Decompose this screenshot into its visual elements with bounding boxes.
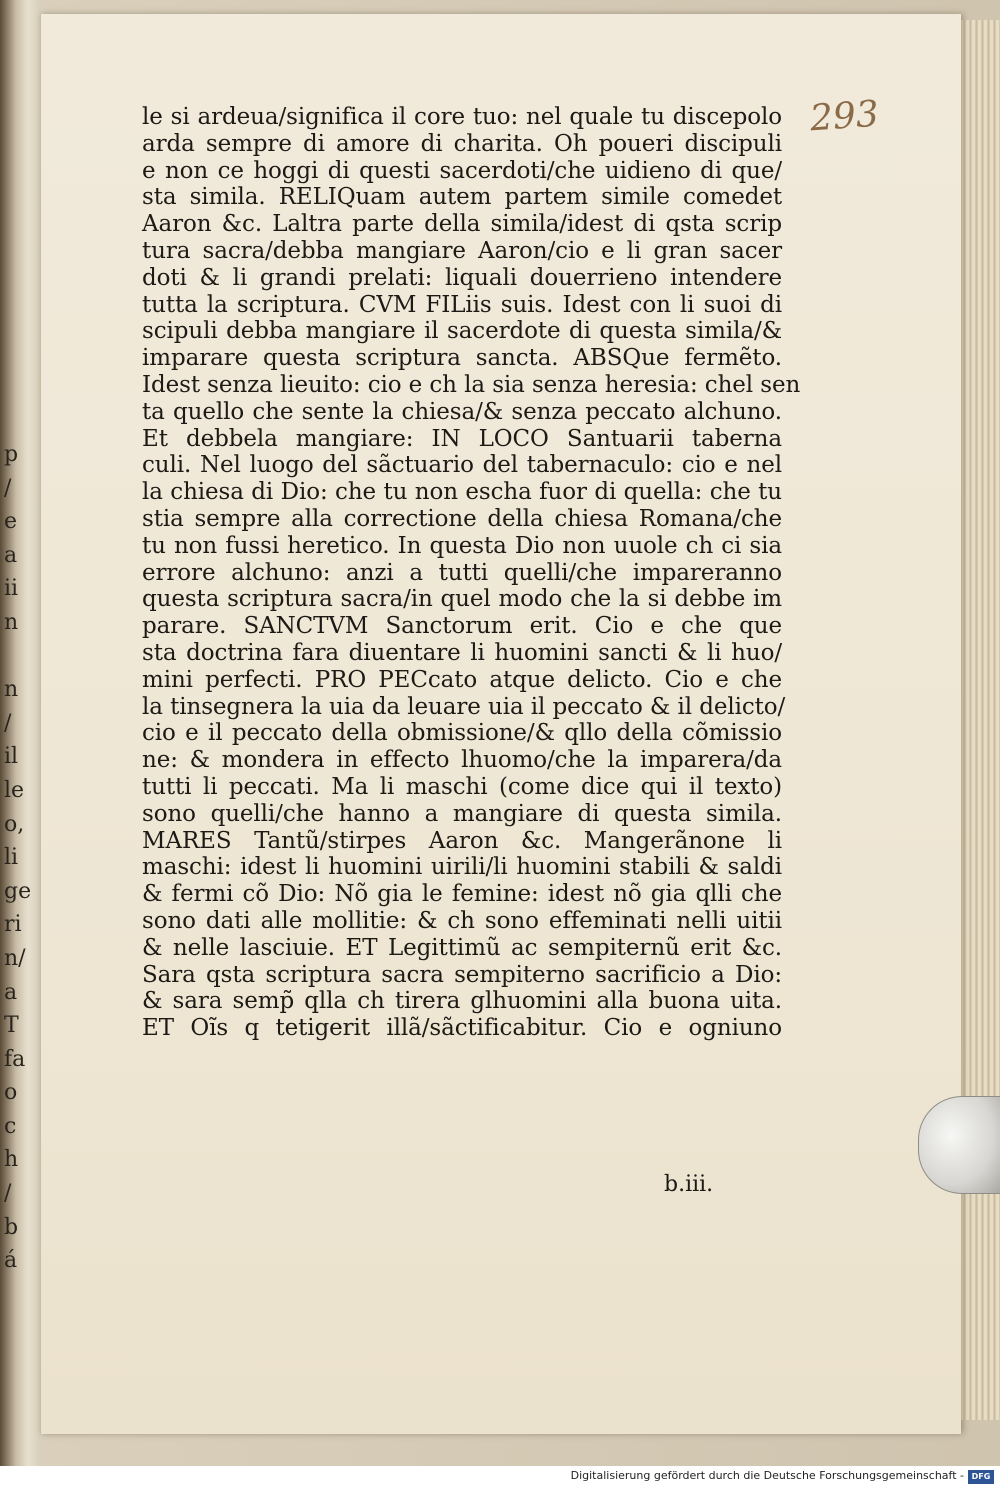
dfg-logo: DFG [968,1470,994,1484]
text-line: stia sempre alla correctione della chiesa Romana/che [142,505,782,532]
text-line: Idest senza lieuito: cio e ch la sia senza heresia: chel sen [142,371,801,398]
page-text [142,104,801,1042]
left-fragment-line: ri [4,912,22,938]
text-line: Aaron &c. Laltra parte della simila/idest di qsta scrip [142,211,782,238]
text-line: tutta la scriptura. CVM FILiis suis. Idest con li suoi di [142,291,782,318]
page-stack-edges [960,20,1000,1420]
text-line: sta simila. RELIQuam autem partem simile comedet [142,184,782,211]
left-fragment-line: n [4,677,19,703]
text-line: maschi: idest li huomini uirili/li huomini stabili & saldi [142,854,782,881]
left-fragment-line: / [4,475,12,501]
text-line: MARES Tantũ/stirpes Aaron &c. Mangerãnone li [142,827,782,854]
text-line: arda sempre di amore di charita. Oh poueri discipuli [142,130,782,157]
text-line: scipuli debba mangiare il sacerdote di questa simila/& [142,318,782,345]
left-fragment-line: á [4,1248,18,1274]
left-fragment-line: a [4,979,18,1005]
text-line: tura sacra/debba mangiare Aaron/cio e li gran sacer [142,237,782,264]
left-fragment-line: le [4,777,25,803]
text-line: ET Oĩs q tetigerit illã/sãctificabitur. Cio e ogniuno [142,1015,782,1042]
text-line: sono dati alle mollitie: & ch sono effeminati nelli uitii [142,907,782,934]
signature-mark: b.iii. [664,1172,714,1197]
left-fragment-line: o, [4,811,25,837]
text-line: parare. SANCTVM Sanctorum erit. Cio e che que [142,613,782,640]
text-line: & sara semp̃ qlla ch tirera glhuomini alla buona uita. [142,988,782,1015]
left-fragment-line: ii [4,576,19,602]
text-line: la chiesa di Dio: che tu non escha fuor di quella: che tu [142,479,782,506]
text-line: imparare questa scriptura sancta. ABSQue fermẽto. [142,345,782,372]
left-fragment-line: a [4,542,18,568]
left-fragment-line: c [4,1113,17,1139]
digitization-footer [0,1466,1000,1488]
text-line: Sara qsta scriptura sacra sempiterno sacrificio a Dio: [142,961,782,988]
left-fragment-line: p [4,442,19,467]
text-line: doti & li grandi prelati: liquali douerrieno intendere [142,264,782,291]
text-line: tu non fussi heretico. In questa Dio non uuole ch ci sia [142,532,782,559]
text-line: errore alchuno: anzi a tutti quelli/che impareranno [142,559,782,586]
text-line: questa scriptura sacra/in quel modo che la si debbe im [142,586,782,613]
text-line: Et debbela mangiare: IN LOCO Santuarii taberna [142,425,782,452]
left-fragment-line: / [4,710,12,736]
text-line: ta quello che sente la chiesa/& senza peccato alchuno. [142,398,782,425]
left-fragment-line: / [4,1181,12,1207]
left-fragment-line: n [4,609,19,635]
text-line: & fermi cõ Dio: Nõ gia le femine: idest nõ gia qlli che [142,881,782,908]
left-fragment-line: o [4,1080,18,1106]
text-line: cio e il peccato della obmissione/& qllo della cõmissio [142,720,782,747]
text-line: sono quelli/che hanno a mangiare di questa simila. [142,800,782,827]
left-fragment-line: fa [4,1046,26,1072]
left-fragment-line: n/ [4,945,26,971]
left-page-edge [0,0,40,1466]
text-line: sta doctrina fara diuentare li huomini sancti & li huo/ [142,639,782,666]
left-fragment-line: il [4,744,19,770]
text-line: & nelle lasciuie. ET Legittimũ ac sempiternũ erit &c. [142,934,782,961]
left-fragment-line: e [4,509,18,535]
text-line: la tinsegnera la uia da leuare uia il peccato & il delicto/ [142,693,786,720]
left-fragment-line: h [4,1147,19,1173]
text-line: le si ardeua/significa il core tuo: nel quale tu discepolo [142,104,782,130]
text-line: e non ce hoggi di questi sacerdoti/che uidieno di que/ [142,157,782,184]
left-fragment-line: b [4,1214,19,1240]
page-clip [918,1096,1000,1194]
text-line: tutti li peccati. Ma li maschi (come dice qui il texto) [142,773,782,800]
left-fragment-line [4,640,38,674]
left-page-text-fragment [4,438,38,1278]
left-fragment-line: T [4,1013,19,1039]
left-fragment-line: ge [4,878,32,904]
footer-credit: Digitalisierung gefördert durch die Deutsche Forschungsgemeinschaft - [570,1469,964,1482]
left-fragment-line: li [4,845,19,871]
text-line: culi. Nel luogo del sãctuario del tabernaculo: cio e nel [142,452,782,479]
folio-number: 293 [808,93,881,140]
text-line: mini perfecti. PRO PECcato atque delicto. Cio e che [142,666,782,693]
text-line: ne: & mondera in effecto lhuomo/che la imparera/da [142,747,782,774]
